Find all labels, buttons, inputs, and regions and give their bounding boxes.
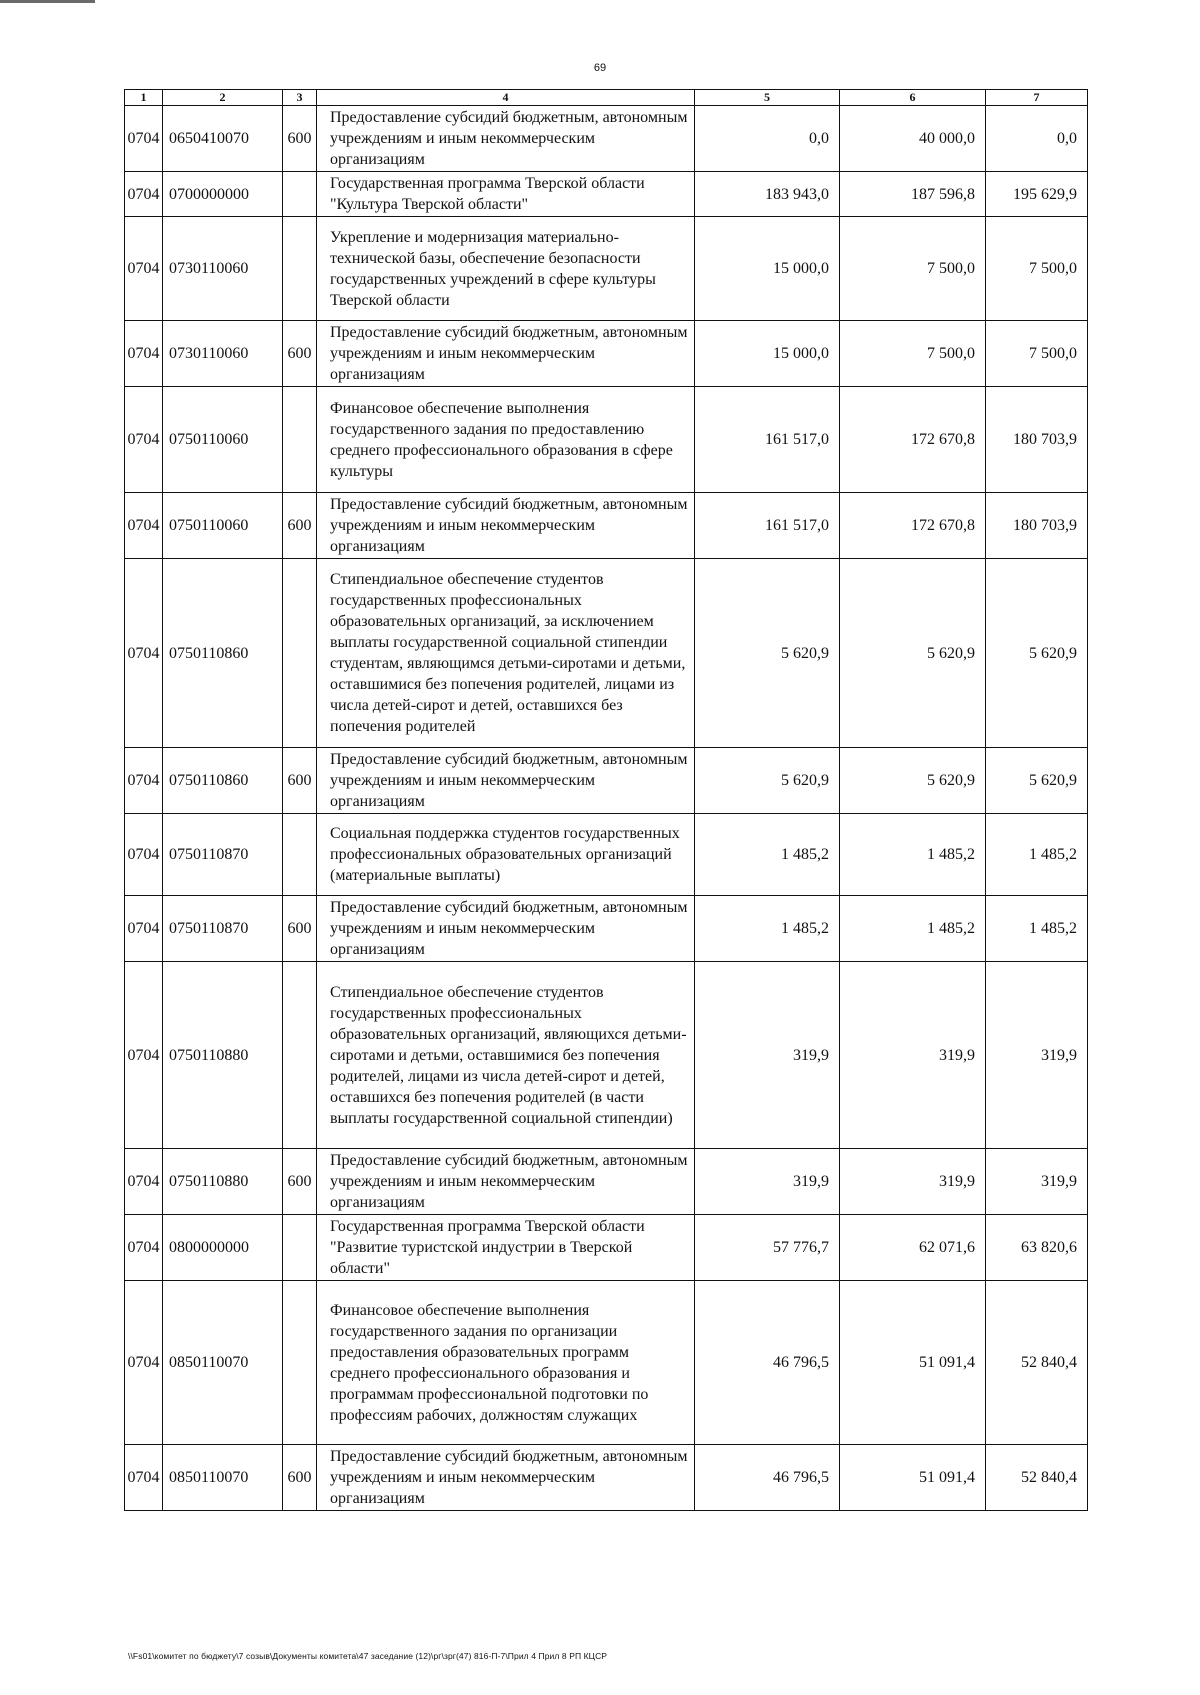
table-row	[125, 896, 1088, 962]
table-row	[125, 559, 1088, 748]
amount-year-1-cell: 57 776,7	[695, 1215, 840, 1281]
amount-year-3-cell: 319,9	[986, 1149, 1088, 1215]
amount-year-2-cell: 319,9	[840, 1149, 986, 1215]
amount-year-2-cell: 172 670,8	[840, 387, 986, 493]
table-row	[125, 748, 1088, 814]
item-name-cell: Предоставление субсидий бюджетным, автономным учреждениям и иным некоммерческим организациям	[317, 106, 695, 172]
amount-year-1-cell: 1 485,2	[695, 896, 840, 962]
amount-year-3-cell: 180 703,9	[986, 387, 1088, 493]
target-article-cell: 0750110880	[163, 962, 283, 1149]
target-article-cell: 0730110060	[163, 217, 283, 321]
item-name-cell: Стипендиальное обеспечение студентов государственных профессиональных образовательных организаций, являющихся детьми-сиротами и детьми, оставшимися без попечения родителей, лицами из числа детей-сирот и детей, оставшихся без попечения родителей (в части выплаты государственной социальной стипендии)	[317, 962, 695, 1149]
item-name-cell: Предоставление субсидий бюджетным, автономным учреждениям и иным некоммерческим организациям	[317, 1445, 695, 1511]
amount-year-1-cell: 319,9	[695, 962, 840, 1149]
column-header-4: 4	[317, 90, 695, 106]
table-row	[125, 1281, 1088, 1445]
table-row	[125, 172, 1088, 217]
amount-year-2-cell: 187 596,8	[840, 172, 986, 217]
amount-year-1-cell: 161 517,0	[695, 387, 840, 493]
expense-type-cell	[283, 217, 317, 321]
expense-type-cell: 600	[283, 1445, 317, 1511]
table-row	[125, 1149, 1088, 1215]
table-row	[125, 1445, 1088, 1511]
budget-table	[124, 89, 1088, 1511]
expense-type-cell: 600	[283, 1149, 317, 1215]
section-code-cell: 0704	[125, 321, 163, 387]
amount-year-3-cell: 1 485,2	[986, 814, 1088, 896]
item-name-cell: Стипендиальное обеспечение студентов государственных профессиональных образовательных организаций, за исключением выплаты государственной социальной стипендии студентам, являющимся детьми-сиротами и детьми, оставшимися без попечения родителей, лицами из числа детей-сирот и детей, оставшихся без попечения родителей	[317, 559, 695, 748]
table-row	[125, 962, 1088, 1149]
amount-year-3-cell: 195 629,9	[986, 172, 1088, 217]
column-header-1: 1	[125, 90, 163, 106]
column-number-header-row	[125, 90, 1088, 106]
amount-year-2-cell: 1 485,2	[840, 814, 986, 896]
target-article-cell: 0750110870	[163, 814, 283, 896]
table-row	[125, 217, 1088, 321]
table-row	[125, 814, 1088, 896]
target-article-cell: 0850110070	[163, 1281, 283, 1445]
item-name-cell: Социальная поддержка студентов государственных профессиональных образовательных организаций (материальные выплаты)	[317, 814, 695, 896]
item-name-cell: Предоставление субсидий бюджетным, автономным учреждениям и иным некоммерческим организациям	[317, 1149, 695, 1215]
amount-year-1-cell: 46 796,5	[695, 1281, 840, 1445]
amount-year-1-cell: 15 000,0	[695, 217, 840, 321]
page-number: 69	[593, 62, 607, 74]
expense-type-cell	[283, 814, 317, 896]
expense-type-cell	[283, 387, 317, 493]
expense-type-cell	[283, 962, 317, 1149]
item-name-cell: Государственная программа Тверской области "Развитие туристской индустрии в Тверской области"	[317, 1215, 695, 1281]
section-code-cell: 0704	[125, 1445, 163, 1511]
amount-year-2-cell: 62 071,6	[840, 1215, 986, 1281]
amount-year-2-cell: 7 500,0	[840, 217, 986, 321]
section-code-cell: 0704	[125, 387, 163, 493]
item-name-cell: Предоставление субсидий бюджетным, автономным учреждениям и иным некоммерческим организациям	[317, 896, 695, 962]
target-article-cell: 0750110060	[163, 493, 283, 559]
expense-type-cell	[283, 1215, 317, 1281]
section-code-cell: 0704	[125, 106, 163, 172]
section-code-cell: 0704	[125, 748, 163, 814]
section-code-cell: 0704	[125, 814, 163, 896]
item-name-cell: Финансовое обеспечение выполнения государственного задания по организации предоставления образовательных программ среднего профессионального образования и программам профессиональной подготовки по профессиям рабочих, должностям служащих	[317, 1281, 695, 1445]
amount-year-1-cell: 1 485,2	[695, 814, 840, 896]
amount-year-1-cell: 161 517,0	[695, 493, 840, 559]
amount-year-2-cell: 51 091,4	[840, 1281, 986, 1445]
target-article-cell: 0700000000	[163, 172, 283, 217]
target-article-cell: 0750110880	[163, 1149, 283, 1215]
column-header-7: 7	[986, 90, 1088, 106]
target-article-cell: 0850110070	[163, 1445, 283, 1511]
expense-type-cell	[283, 1281, 317, 1445]
amount-year-3-cell: 1 485,2	[986, 896, 1088, 962]
amount-year-2-cell: 5 620,9	[840, 559, 986, 748]
amount-year-3-cell: 52 840,4	[986, 1445, 1088, 1511]
column-header-3: 3	[283, 90, 317, 106]
amount-year-3-cell: 63 820,6	[986, 1215, 1088, 1281]
section-code-cell: 0704	[125, 559, 163, 748]
amount-year-3-cell: 7 500,0	[986, 321, 1088, 387]
amount-year-2-cell: 319,9	[840, 962, 986, 1149]
target-article-cell: 0750110860	[163, 559, 283, 748]
table-row	[125, 493, 1088, 559]
target-article-cell: 0750110870	[163, 896, 283, 962]
amount-year-3-cell: 0,0	[986, 106, 1088, 172]
expense-type-cell: 600	[283, 106, 317, 172]
target-article-cell: 0800000000	[163, 1215, 283, 1281]
expense-type-cell: 600	[283, 321, 317, 387]
section-code-cell: 0704	[125, 962, 163, 1149]
table-row	[125, 1215, 1088, 1281]
amount-year-2-cell: 172 670,8	[840, 493, 986, 559]
target-article-cell: 0730110060	[163, 321, 283, 387]
table-row	[125, 106, 1088, 172]
section-code-cell: 0704	[125, 493, 163, 559]
expense-type-cell	[283, 559, 317, 748]
item-name-cell: Укрепление и модернизация материально-технической базы, обеспечение безопасности государственных учреждений в сфере культуры Тверской области	[317, 217, 695, 321]
scan-artifact-line	[0, 0, 95, 3]
amount-year-1-cell: 183 943,0	[695, 172, 840, 217]
amount-year-1-cell: 5 620,9	[695, 748, 840, 814]
section-code-cell: 0704	[125, 1149, 163, 1215]
item-name-cell: Предоставление субсидий бюджетным, автономным учреждениям и иным некоммерческим организациям	[317, 493, 695, 559]
section-code-cell: 0704	[125, 172, 163, 217]
expense-type-cell	[283, 172, 317, 217]
amount-year-3-cell: 5 620,9	[986, 559, 1088, 748]
amount-year-2-cell: 51 091,4	[840, 1445, 986, 1511]
column-header-5: 5	[695, 90, 840, 106]
amount-year-2-cell: 1 485,2	[840, 896, 986, 962]
amount-year-1-cell: 319,9	[695, 1149, 840, 1215]
section-code-cell: 0704	[125, 217, 163, 321]
target-article-cell: 0750110060	[163, 387, 283, 493]
amount-year-3-cell: 7 500,0	[986, 217, 1088, 321]
item-name-cell: Предоставление субсидий бюджетным, автономным учреждениям и иным некоммерческим организациям	[317, 321, 695, 387]
section-code-cell: 0704	[125, 1281, 163, 1445]
expense-type-cell: 600	[283, 896, 317, 962]
table-row	[125, 321, 1088, 387]
table-body	[125, 106, 1088, 1511]
amount-year-2-cell: 5 620,9	[840, 748, 986, 814]
item-name-cell: Государственная программа Тверской области "Культура Тверской области"	[317, 172, 695, 217]
amount-year-3-cell: 5 620,9	[986, 748, 1088, 814]
amount-year-3-cell: 319,9	[986, 962, 1088, 1149]
item-name-cell: Предоставление субсидий бюджетным, автономным учреждениям и иным некоммерческим организациям	[317, 748, 695, 814]
expense-type-cell: 600	[283, 493, 317, 559]
expense-type-cell: 600	[283, 748, 317, 814]
amount-year-1-cell: 15 000,0	[695, 321, 840, 387]
amount-year-1-cell: 5 620,9	[695, 559, 840, 748]
section-code-cell: 0704	[125, 896, 163, 962]
column-header-6: 6	[840, 90, 986, 106]
amount-year-3-cell: 180 703,9	[986, 493, 1088, 559]
amount-year-1-cell: 46 796,5	[695, 1445, 840, 1511]
target-article-cell: 0650410070	[163, 106, 283, 172]
table-row	[125, 387, 1088, 493]
amount-year-1-cell: 0,0	[695, 106, 840, 172]
section-code-cell: 0704	[125, 1215, 163, 1281]
amount-year-2-cell: 40 000,0	[840, 106, 986, 172]
amount-year-2-cell: 7 500,0	[840, 321, 986, 387]
item-name-cell: Финансовое обеспечение выполнения государственного задания по предоставлению среднего профессионального образования в сфере культуры	[317, 387, 695, 493]
amount-year-3-cell: 52 840,4	[986, 1281, 1088, 1445]
column-header-2: 2	[163, 90, 283, 106]
target-article-cell: 0750110860	[163, 748, 283, 814]
footer-file-path: \\Fs01\комитет по бюджету\7 созыв\Документы комитета\47 заседание (12)\рг\зрг(47) 816-П-7\Прил 4 Прил 8 РП КЦСР	[128, 1651, 608, 1661]
